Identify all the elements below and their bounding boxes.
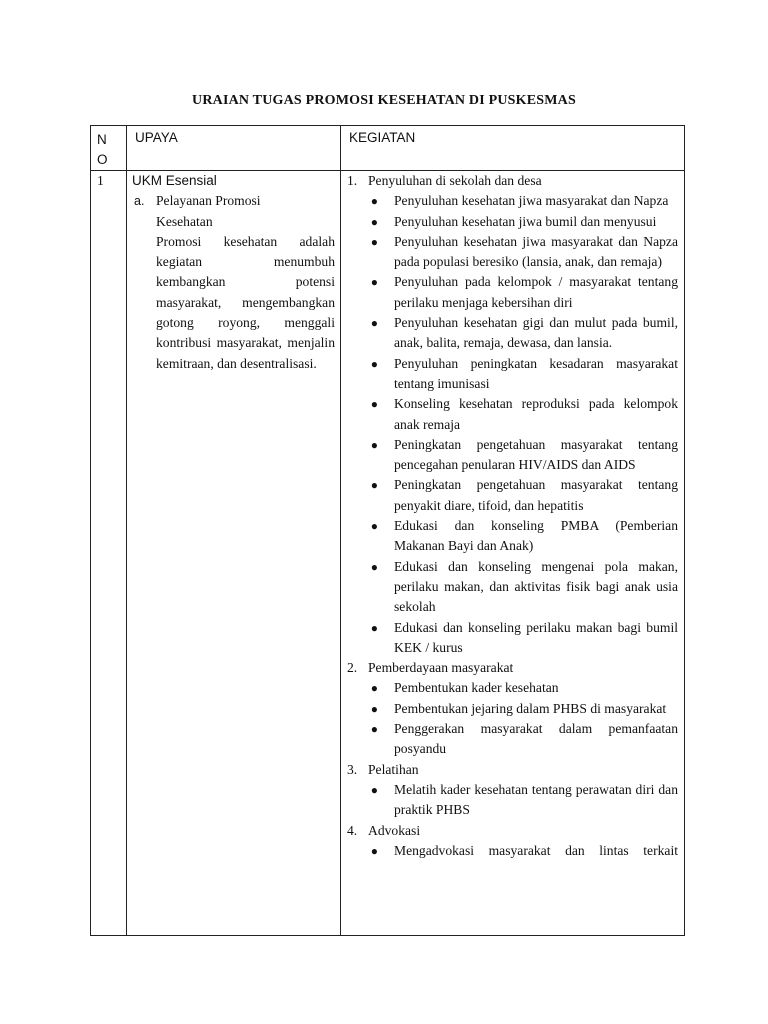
list-item [341,191,678,211]
bullet-icon: ● [370,316,378,331]
section-title: Pelatihan [368,761,419,777]
bullet-list [341,780,678,821]
bullet-icon: ● [370,620,378,635]
list-item [341,435,678,476]
header-no: N O [97,132,108,167]
bullet-icon: ● [370,681,378,696]
bullet-icon: ● [370,519,378,534]
bullet-icon: ● [370,234,378,249]
list-item [341,475,678,516]
list-item-text: Konseling kesehatan reproduksi pada kelompok anak remaja [394,396,678,432]
list-item-text: Melatih kader kesehatan tentang perawatan diri dan praktik PHBS [394,781,678,818]
list-item-text: Penyuluhan kesehatan jiwa masyarakat dan Napza [394,193,669,209]
header-kegiatan: KEGIATAN [349,130,416,145]
bullet-icon: ● [370,782,378,797]
kegiatan-section-heading [341,171,678,191]
list-item [341,841,678,861]
kegiatan-section-heading [341,821,678,841]
list-item [341,678,678,698]
bullet-icon: ● [370,843,378,858]
list-item-text: Peningkatan pengetahuan masyarakat tentang penyakit diare, tifoid, dan hepatitis [394,477,678,513]
bullet-icon: ● [370,437,378,452]
section-number: 3. [347,761,358,777]
list-item [341,516,678,557]
kegiatan-section-heading [341,658,678,678]
list-item-text: Penyuluhan kesehatan gigi dan mulut pada bumil, anak, balita, remaja, dewasa, dan lansia. [394,315,678,351]
bullet-icon: ● [370,559,378,574]
upaya-sub-label: a. [134,194,145,209]
bullet-list [341,841,678,861]
header-upaya-cell [127,126,341,171]
list-item [341,313,678,354]
task-table [90,125,685,936]
list-item [341,212,678,232]
section-number: 4. [347,822,358,838]
bullet-icon: ● [370,214,378,229]
bullet-list [341,191,678,658]
document-title: URAIAN TUGAS PROMOSI KESEHATAN DI PUSKESMAS [192,93,576,108]
list-item-text: Edukasi dan konseling perilaku makan bagi bumil KEK / kurus [394,619,678,655]
section-title: Advokasi [368,822,421,838]
list-item [341,272,678,313]
list-item [341,232,678,273]
bullet-icon: ● [370,275,378,290]
upaya-subitem [132,191,335,232]
table-header-row [91,126,685,171]
list-item [341,719,678,760]
list-item [341,780,678,821]
bullet-icon: ● [370,478,378,493]
row-no-cell [91,171,127,936]
upaya-sub-title: Pelayanan Promosi Kesehatan [156,193,261,229]
list-item-text: Edukasi dan konseling mengenai pola makan, perilaku makan, dan aktivitas fisik bagi anak usia sekolah [394,558,678,615]
list-item-text: Penggerakan masyarakat dalam pemanfaatan posyandu [394,721,678,757]
kegiatan-list [341,171,684,861]
section-number: 1. [347,173,358,188]
kegiatan-cell [341,171,685,936]
bullet-icon: ● [370,194,378,209]
bullet-icon: ● [370,701,378,716]
row-number: 1 [97,173,104,188]
section-title: Pemberdayaan masyarakat [368,660,514,676]
table-row [91,171,685,936]
upaya-description: Promosi kesehatan adalah kegiatan menumbuh kembangkan potensi masyarakat, mengembangkan gotong royong, menggali kontribusi masyarakat, menjalin kemitraan, dan desentralisasi. [156,233,335,371]
list-item-text: Penyuluhan kesehatan jiwa masyarakat dan Napza pada populasi beresiko (lansia, anak, dan remaja) [394,233,678,270]
list-item [341,699,678,719]
bullet-icon: ● [370,722,378,737]
upaya-cell [127,171,341,936]
header-kegiatan-cell [341,126,685,171]
header-upaya: UPAYA [135,130,178,145]
section-number: 2. [347,660,358,676]
list-item-text: Pembentukan kader kesehatan [394,680,559,696]
upaya-main: UKM Esensial [132,173,217,188]
list-item [341,557,678,618]
list-item [341,354,678,395]
list-item-text: Penyuluhan peningkatan kesadaran masyarakat tentang imunisasi [394,355,678,391]
bullet-list [341,678,678,759]
kegiatan-section-heading [341,760,678,780]
bullet-icon: ● [370,356,378,371]
list-item [341,394,678,435]
list-item-text: Penyuluhan kesehatan jiwa bumil dan menyusui [394,213,657,229]
list-item-text: Pembentukan jejaring dalam PHBS di masyarakat [394,700,667,716]
section-title: Penyuluhan di sekolah dan desa [368,173,542,188]
list-item-text: Peningkatan pengetahuan masyarakat tentang pencegahan penularan HIV/AIDS dan AIDS [394,436,678,473]
header-no-cell [91,126,127,171]
list-item-text: Edukasi dan konseling PMBA (Pemberian Makanan Bayi dan Anak) [394,518,678,554]
list-item-text: Mengadvokasi masyarakat dan lintas terkait [394,842,678,858]
bullet-icon: ● [370,397,378,412]
list-item-text: Penyuluhan pada kelompok / masyarakat tentang perilaku menjaga kebersihan diri [394,274,678,310]
list-item [341,618,678,659]
